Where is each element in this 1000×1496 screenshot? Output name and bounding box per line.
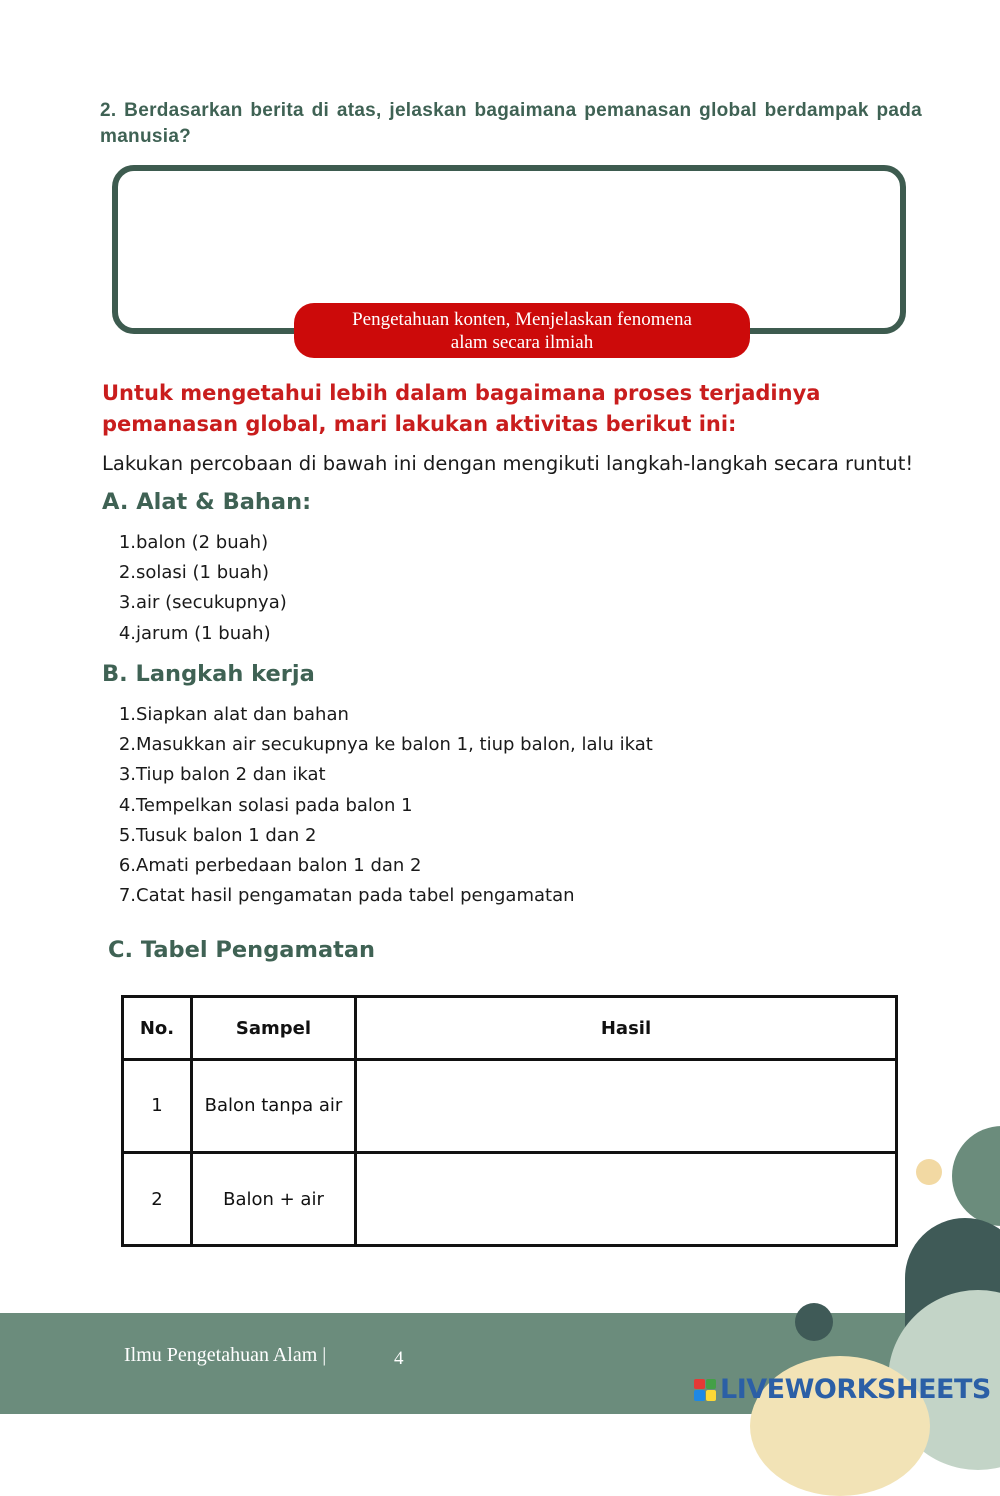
table-header-row [123,997,897,1060]
competency-tag [294,303,750,358]
table-row [123,1153,897,1246]
list-item-number: 2. [118,734,136,756]
list-item-number: 4. [118,622,136,644]
row-2-result[interactable] [356,1153,897,1246]
list-item [116,558,287,588]
competency-tag-label: Pengetahuan konten, Menjelaskan fenomena alam secara ilmiah [352,308,692,353]
instruction-text: Lakukan percobaan di bawah ini dengan mengikuti langkah-langkah secara runtut! [102,452,914,475]
list-item-number: 3. [118,764,136,786]
page-number: 4 [394,1348,404,1369]
answer-input[interactable] [132,181,886,295]
row-1-no: 1 [123,1060,192,1153]
liveworksheets-watermark[interactable] [694,1374,991,1405]
list-item-number: 7. [118,885,136,907]
list-item-text: Amati perbedaan balon 1 dan 2 [136,854,422,876]
row-2-no: 2 [123,1153,192,1246]
list-item [116,881,653,911]
list-item-number: 4. [118,794,136,816]
table-row [123,1060,897,1153]
list-item [116,851,653,881]
materials-list [116,528,287,649]
list-item [116,821,653,851]
list-item-text: Tiup balon 2 dan ikat [136,764,326,786]
section-a-heading: A. Alat & Bahan: [102,489,312,515]
list-item-number: 5. [118,824,136,846]
list-item-number: 6. [118,854,136,876]
list-item-text: air (secukupnya) [136,592,287,614]
section-c-heading: C. Tabel Pengamatan [108,937,376,963]
list-item-text: Masukkan air secukupnya ke balon 1, tiup balon, lalu ikat [136,734,653,756]
decor-circle [952,1126,1000,1226]
row-1-sample: Balon tanpa air [192,1060,356,1153]
list-item [116,528,287,558]
list-item-number: 1. [118,532,136,553]
list-item [116,791,653,821]
list-item-text: balon (2 buah) [136,532,269,553]
list-item-text: Siapkan alat dan bahan [136,704,349,725]
list-item-text: jarum (1 buah) [136,622,271,644]
list-item-number: 3. [118,592,136,614]
decor-dot [916,1159,942,1185]
question-2: 2. Berdasarkan berita di atas, jelaskan bagaimana pemanasan global berdampak pada manusia? [100,100,922,147]
header-no: No. [123,997,192,1060]
list-item-text: Tusuk balon 1 dan 2 [136,824,317,846]
steps-list [116,700,653,911]
list-item-number: 1. [118,704,136,725]
list-item [116,760,653,790]
header-result: Hasil [356,997,897,1060]
list-item [116,700,653,730]
liveworksheets-logo-icon [694,1379,716,1401]
row-2-sample: Balon + air [192,1153,356,1246]
section-b-heading: B. Langkah kerja [102,661,315,687]
header-sample: Sampel [192,997,356,1060]
list-item [116,619,287,649]
list-item-text: solasi (1 buah) [136,562,270,584]
decor-dark-dot [795,1303,833,1341]
observation-table [121,995,898,1247]
watermark-text: LIVEWORKSHEETS [720,1374,991,1405]
row-1-result[interactable] [356,1060,897,1153]
activity-intro: Untuk mengetahui lebih dalam bagaimana proses terjadinya pemanasan global, mari lakukan aktivitas berikut ini: [102,381,821,436]
list-item-text: Tempelkan solasi pada balon 1 [136,794,413,816]
list-item-number: 2. [118,562,136,584]
list-item [116,730,653,760]
list-item [116,588,287,618]
list-item-text: Catat hasil pengamatan pada tabel pengamatan [136,885,575,907]
footer-subject: Ilmu Pengetahuan Alam | [124,1344,327,1366]
